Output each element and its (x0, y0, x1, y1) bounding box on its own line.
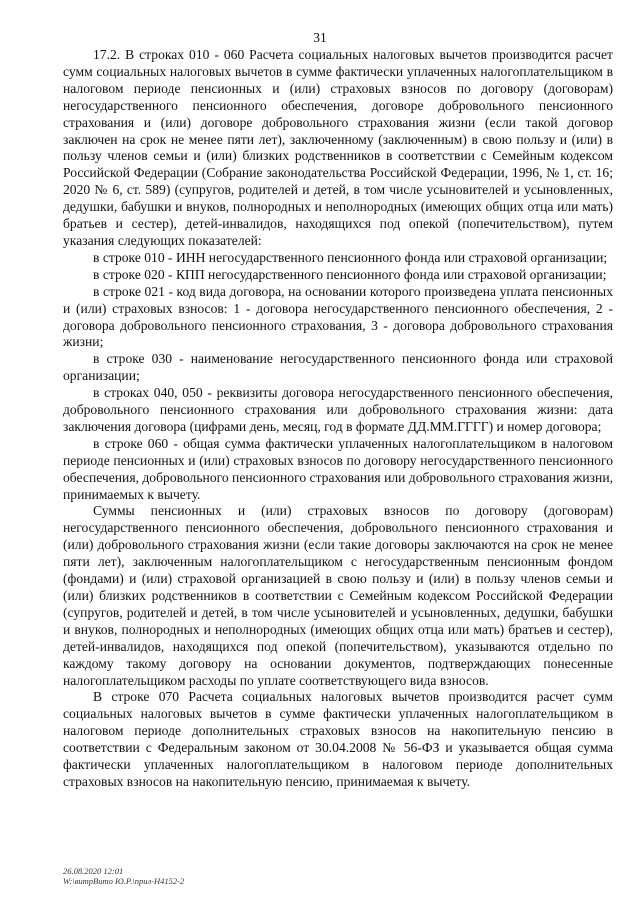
paragraph-contributions-sums: Суммы пенсионных и (или) страховых взносов по договору (договорам) негосударственного пенсионного обеспечения, добровольного пенсионного страхования и (или) добровольного страхования жизни (если такие договоры заключаются на срок не менее пяти лет), заключенным налогоплательщиком с негосударственным пенсионным фондом (фондами) и (или) страховой организацией в свою пользу и (или) в пользу членов семьи и (или) близких родственников в соответствии с Семейным кодексом Российской Федерации (супругов, родителей и детей, в том числе усыновителей и усыновленных, дедушки, бабушки и внуков, полнородных и неполнородных (имеющих общих отца или мать) братьев и сестер), детей-инвалидов, находящихся под опекой (попечительством), указываются отдельно по каждому такому договору на основании документов, подтверждающих понесенные налогоплательщиком расходы по уплате соответствующего вида взносов. (63, 503, 613, 688)
footer-file-path: W:\витрВито Ю.Р.\прил-Н4152-2 (63, 876, 185, 886)
paragraph-line-010: в строке 010 - ИНН негосударственного пенсионного фонда или страховой организации; (93, 249, 608, 265)
paragraph-line-060: в строке 060 - общая сумма фактически уплаченных налогоплательщиком в налоговом периоде пенсионных и (или) страховых взносов по договору негосударственного пенсионного обеспечения, добровольного пенсионного страхования или добровольного страхования жизни, принимаемых к вычету. (63, 435, 613, 502)
document-footer (63, 866, 184, 886)
paragraph-line-021: в строке 021 - код вида договора, на основании которого произведена уплата пенсионных и (или) страховых взносов: 1 - договора негосударственного пенсионного обеспечения, 2 - договора добровольного пенсионного страхования, 3 - договора добровольного страхования жизни; (63, 283, 613, 350)
footer-date: 26.08.2020 12:01 (63, 866, 124, 876)
paragraph-lines-040-050: в строках 040, 050 - реквизиты договора негосударственного пенсионного обеспечения, добровольного пенсионного страхования или добровольного страхования жизни: дата заключения договора (цифрами день, месяц, год в формате ДД.ММ.ГГГГ) и номер договора; (63, 385, 613, 434)
paragraph-line-020: в строке 020 - КПП негосударственного пенсионного фонда или страховой организации; (93, 266, 607, 282)
paragraph-line-030: в строке 030 - наименование негосударственного пенсионного фонда или страховой организации; (63, 351, 613, 384)
page-number: 31 (313, 30, 327, 45)
document-body (63, 47, 613, 791)
paragraph-line-070: В строке 070 Расчета социальных налоговых вычетов производится расчет сумм социальных налоговых вычетов в сумме фактически уплаченных налогоплательщиком в налоговом периоде дополнительных страховых взносов на накопительную пенсию в соответствии с Федеральным законом от 30.04.2008 № 56-ФЗ и указывается общая сумма фактически уплаченных налогоплательщиком в налоговом периоде дополнительных страховых взносов на накопительную пенсию, принимаемая к вычету. (63, 689, 613, 789)
paragraph-17-2-intro: 17.2. В строках 010 - 060 Расчета социальных налоговых вычетов производится расчет сумм социальных налоговых вычетов в сумме фактически уплаченных налогоплательщиком в налоговом периоде пенсионных и (или) страховых взносов по договору (договорам) негосударственного пенсионного обеспечения, договоре добровольного пенсионного страхования и (или) договоре добровольного страхования жизни (если такой договор заключен на срок не менее пяти лет), заключенному (заключенным) в свою пользу и (или) в пользу членов семьи и (или) близких родственников в соответствии с Семейным кодексом Российской Федерации (Собрание законодательства Российской Федерации, 1996, № 1, ст. 16; 2020 № 6, ст. 589) (супругов, родителей и детей, в том числе усыновителей и усыновленных, дедушки, бабушки и внуков, полнородных и неполнородных (имеющих общих отца или мать) братьев и сестер), детей-инвалидов, находящихся под опекой (попечительством), путем указания следующих показателей: (63, 47, 613, 248)
